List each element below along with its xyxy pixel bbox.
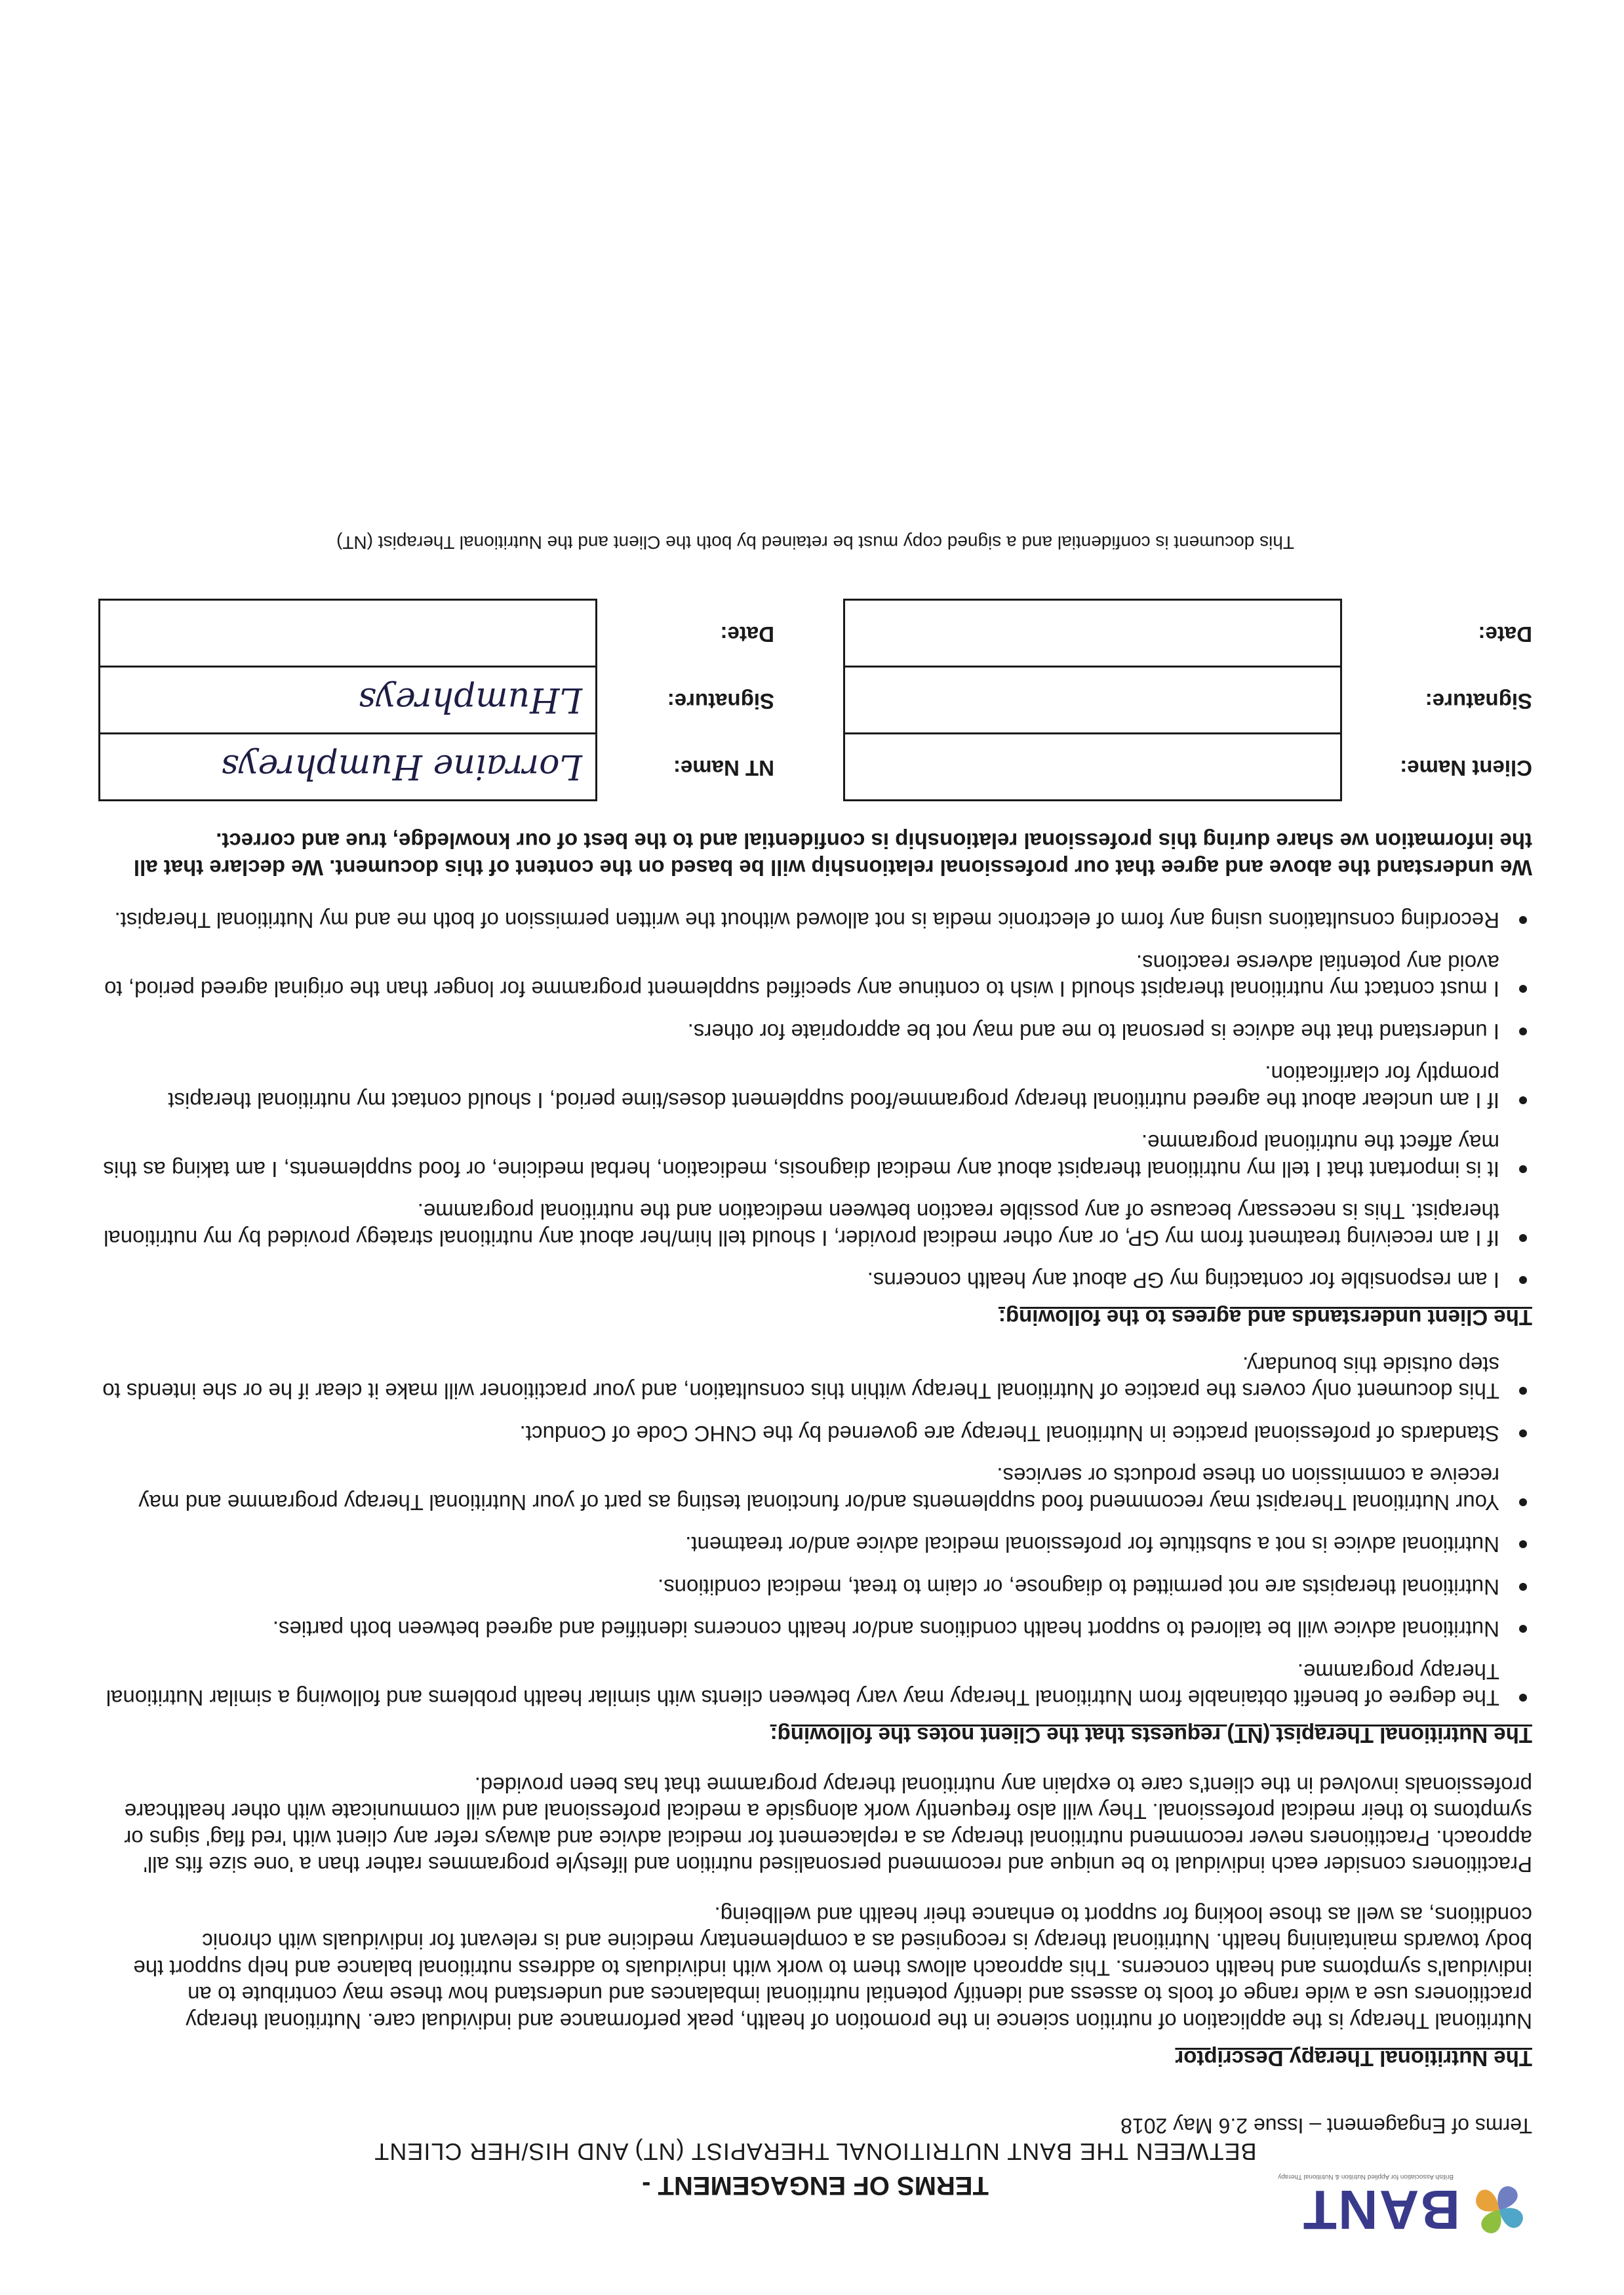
nt-signature-handwriting: LHumphreys [358, 680, 582, 720]
client-name-field[interactable] [845, 732, 1340, 799]
client-agrees-section [98, 907, 1532, 1330]
list-item: Recording consultations using any form of electronic media is not allowed without the written permission of both me and my Nutritional Therapist. [98, 907, 1532, 934]
descriptor-paragraph: Practitioners consider each individual to be unique and recommend personalised nutrition and lifestyle programmes rather than a 'one size fits all' approach. Practitioners never recommend nutritional therapy as a replacement for medical advice and always refer any client with 'red flag' signs or symptoms to their medical professional. They will also frequently work alongside a medical professional and will communicate with other healthcare professionals involved in the client's care to explain any nutritional therapy programme that has been provided. [124, 1773, 1532, 1877]
descriptor-section [98, 1772, 1532, 2071]
issue-line: Terms of Engagement – Issue 2.6 May 2018 [1120, 2114, 1532, 2138]
nt-name-field[interactable] [100, 732, 595, 799]
client-signature-label: Signature: [1425, 689, 1532, 713]
list-item: The degree of benefit obtainable from Nutritional Therapy may vary between clients with similar health problems and following a similar Nutritional Therapy programme. [98, 1658, 1532, 1711]
title-block [98, 2138, 1532, 2200]
client-signature-labels [1342, 599, 1532, 801]
list-item: Nutritional therapists are not permitted to diagnose, or claim to treat, medical conditions. [98, 1574, 1532, 1601]
nt-date-field[interactable] [100, 599, 595, 666]
list-item: Standards of professional practice in Nutritional Therapy are governed by the CNHC Code of Conduct. [98, 1420, 1532, 1447]
nt-name-handwriting: Lorraine Humphreys [221, 747, 582, 787]
nt-requests-section [98, 1351, 1532, 1748]
client-signature-box [843, 599, 1342, 801]
client-signature-field[interactable] [845, 666, 1340, 732]
list-item: Nutritional advice will be tailored to support health conditions and/or health concerns identified and agreed between both parties. [98, 1616, 1532, 1643]
document-title: TERMS OF ENGAGEMENT - [642, 2171, 989, 2200]
client-agrees-heading: The Client understands and agrees to the following: [998, 1306, 1532, 1330]
list-item: If I am receiving treatment from my GP, or any other medical provider, I should tell him/her about any nutritional strategy provided by my nutritional therapist. This is necessary because of any possible reaction between medication and the nutritional programme. [98, 1198, 1532, 1251]
list-item: I am responsible for contacting my GP about any health concerns. [98, 1267, 1532, 1294]
list-item: Nutritional advice is not a substitute for professional medical advice and/or treatment. [98, 1531, 1532, 1558]
client-date-field[interactable] [845, 599, 1340, 666]
nt-signature-label: Signature: [667, 689, 774, 713]
descriptor-paragraph: Nutritional Therapy is the application of nutrition science in the promotion of health, peak performance and individual care. Nutritional therapy practitioners use a wide range of tools to assess and identify potential nutritional imbalances and understand how these may contribute to an individual's symptoms and health concerns. This approach allows them to work with individuals to address nutritional balance and help support the body towards maintaining health. Nutritional therapy is recognised as a complementary medicine and is relevant for individuals with chronic conditions, as well as those looking for support to enhance their health and wellbeing. [133, 1903, 1532, 2033]
logo-subtitle: British Association for Applied Nutrition & Nutritional Therapy [1278, 2173, 1454, 2180]
descriptor-heading: The Nutritional Therapy Descriptor [1175, 2046, 1532, 2071]
nt-name-label: NT Name: [673, 756, 774, 780]
logo-wordmark: BANT [1301, 2179, 1460, 2241]
nt-date-label: Date: [720, 622, 774, 647]
list-item: Your Nutritional Therapist may recommend food supplements and/or functional testing as part of your Nutritional Therapy programme and may receive a commission on these products or services. [98, 1462, 1532, 1515]
list-item: I must contact my nutritional therapist should I wish to continue any specified supplement programme for longer than the original agreed period, to avoid any potential adverse reactions. [98, 949, 1532, 1003]
nt-signature-field[interactable] [100, 666, 595, 732]
signature-area [98, 599, 1532, 801]
nt-signature-box [98, 599, 597, 801]
client-agrees-list [98, 907, 1532, 1294]
nt-requests-list [98, 1351, 1532, 1711]
document-header [98, 2092, 1532, 2256]
client-name-label: Client Name: [1400, 756, 1532, 780]
list-item: It is important that I tell my nutritional therapist about any medical diagnosis, medication, herbal medicine, or food supplements, I am taking as this may affect the nutritional programme. [98, 1129, 1532, 1182]
client-date-label: Date: [1478, 622, 1532, 647]
confidentiality-footer: This document is confidential and a signed copy must be retained by both the Client and the Nutritional Therapist (NT) [336, 532, 1294, 553]
nt-requests-heading: The Nutritional Therapist (NT) requests that the Client notes the following: [770, 1723, 1532, 1748]
client-signature-block [843, 599, 1532, 801]
nt-signature-block [98, 599, 774, 801]
declaration-text: We understand the above and agree that our professional relationship will be based on the content of this document. We declare that all the information we share during this professional relationship is confidential and to the best of our knowledge, true and correct. [133, 829, 1532, 880]
nt-signature-labels [597, 599, 774, 801]
document-subtitle: BETWEEN THE BANT NUTRITIONAL THERAPIST (NT) AND HIS/HER CLIENT [374, 2138, 1257, 2165]
list-item: I understand that the advice is personal to me and may not be appropriate for others. [98, 1018, 1532, 1045]
list-item: This document only covers the practice of Nutritional Therapy within this consultation, and your practitioner will make it clear if he or she intends to step outside this boundary. [98, 1351, 1532, 1405]
list-item: If I am unclear about the agreed nutritional therapy programme/food supplement doses/time period, I should contact my nutritional therapist promptly for clarification. [98, 1060, 1532, 1113]
